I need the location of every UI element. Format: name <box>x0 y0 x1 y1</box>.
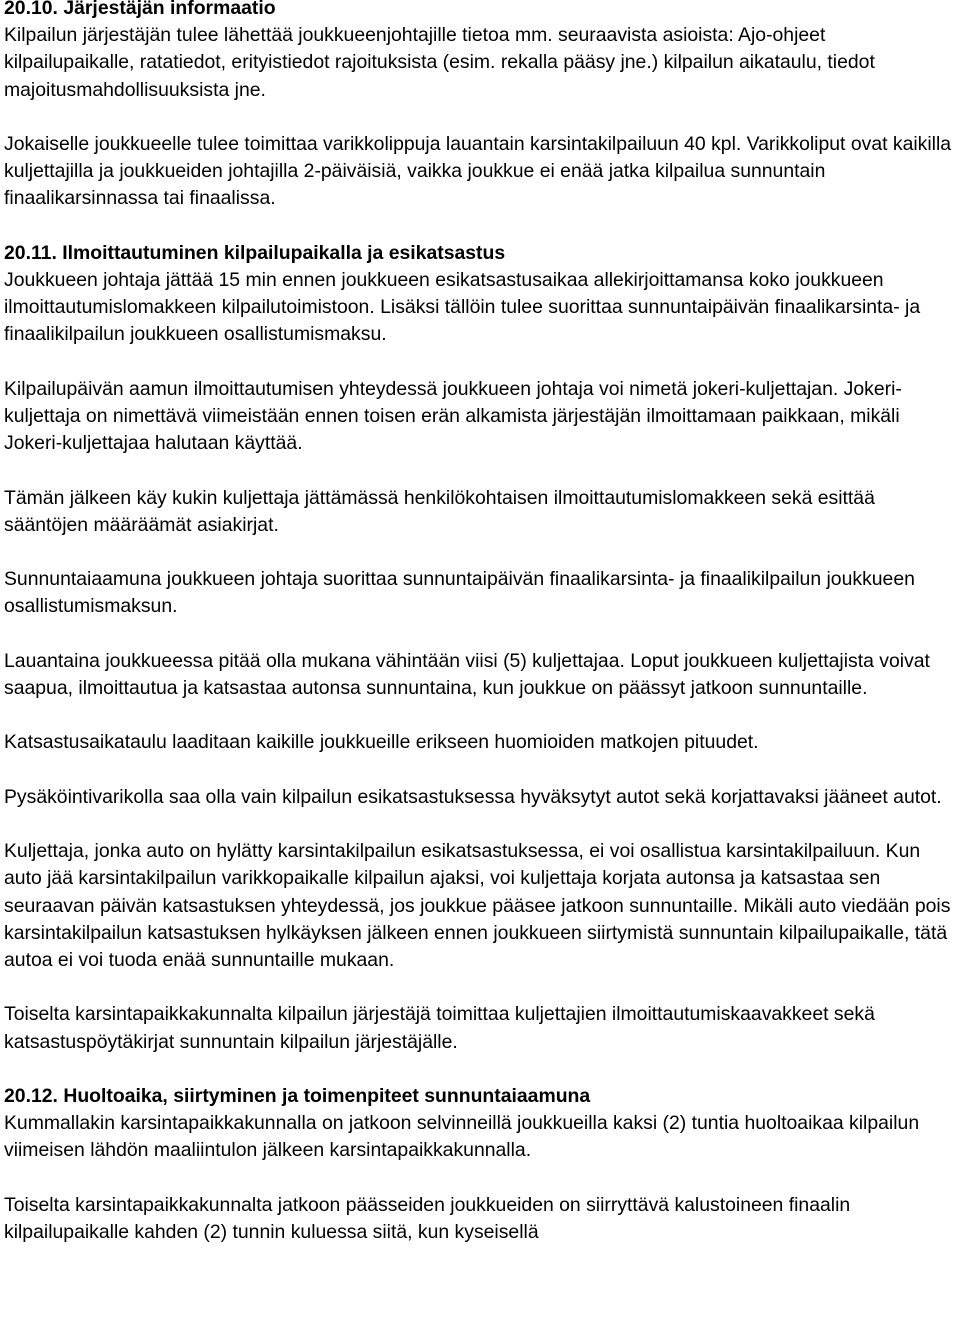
section-number: 20.12. <box>4 1084 58 1107</box>
paragraph: Pysäköintivarikolla saa olla vain kilpailun esikatsastuksessa hyväksytyt autot sekä korjattavaksi jääneet autot. <box>4 785 942 808</box>
paragraph: Katsastusaikataulu laaditaan kaikille joukkueille erikseen huomioiden matkojen pituudet. <box>4 731 759 754</box>
paragraph: Kummallakin karsintapaikkakunnalla on jatkoon selvinneillä joukkueilla kaksi (2) tuntia huoltoaikaa kilpailun viimeisen lähdön maaliintulon jälkeen karsintapaikkakunnalla. <box>4 1112 920 1162</box>
section-heading <box>4 0 960 22</box>
paragraph: Kilpailun järjestäjän tulee lähettää joukkueenjohtajille tietoa mm. seuraavista asioista: Ajo-ohjeet kilpailupaikalle, ratatiedot, erityistiedot rajoituksista (esim. rekalla pääsy jne.) kilpailun aikataulu, tiedot majoitusmahdollisuuksista jne. <box>4 24 875 101</box>
section-title: Järjestäjän informaatio <box>63 0 276 19</box>
section-title: Huoltoaika, siirtyminen ja toimenpiteet sunnuntaiaamuna <box>63 1084 591 1107</box>
paragraph: Kilpailupäivän aamun ilmoittautumisen yhteydessä joukkueen johtaja voi nimetä jokeri-kuljettajan. Jokeri-kuljettaja on nimettävä viimeistään ennen toisen erän alkamista järjestäjän ilmoittamaan paikkaan, mikäli Jokeri-kuljettajaa halutaan käyttää. <box>4 377 902 455</box>
section-heading <box>4 240 960 267</box>
paragraph: Lauantaina joukkueessa pitää olla mukana vähintään viisi (5) kuljettajaa. Loput joukkueen kuljettajista voivat saapua, ilmoittautua ja katsastaa autonsa sunnuntaina, kun joukkue on päässyt jatkoon sunnuntaille. <box>4 649 930 699</box>
document-page <box>4 0 960 1246</box>
paragraph: Sunnuntaiaamuna joukkueen johtaja suorittaa sunnuntaipäivän finaalikarsinta- ja finaalikilpailun joukkueen osallistumismaksun. <box>4 568 915 618</box>
section-20-11 <box>4 240 960 1056</box>
paragraph: Kuljettaja, jonka auto on hylätty karsintakilpailun esikatsastuksessa, ei voi osallistua karsintakilpailuun. Kun auto jää karsintakilpailun varikkopaikalle kilpailun ajaksi, voi kuljettaja korjata autonsa ja katsastaa sen seuraavan päivän katsastuksen yhteydessä, jos joukkue pääsee jatkoon sunnuntaille. Mikäli auto viedään pois karsintakilpailun katsastuksen hylkäyksen jälkeen ennen joukkueen siirtymistä sunnuntain kilpailupaikalle, tätä autoa ei voi tuoda enää sunnuntaille mukaan. <box>4 840 951 971</box>
section-20-12 <box>4 1083 960 1246</box>
paragraph: Joukkueen johtaja jättää 15 min ennen joukkueen esikatsastusaikaa allekirjoittamansa koko joukkueen ilmoittautumislomakkeen kilpailutoimistoon. Lisäksi tällöin tulee suorittaa sunnuntaipäivän finaalikarsinta- ja finaalikilpailun joukkueen osallistumismaksu. <box>4 269 921 346</box>
paragraph: Toiselta karsintapaikkakunnalta jatkoon päässeiden joukkueiden on siirryttävä kalustoineen finaalin kilpailupaikalle kahden (2) tunnin kuluessa siitä, kun kyseisellä <box>4 1193 851 1243</box>
paragraph: Toiselta karsintapaikkakunnalta kilpailun järjestäjä toimittaa kuljettajien ilmoittautumiskaavakkeet sekä katsastuspöytäkirjat sunnuntain kilpailun järjestäjälle. <box>4 1003 875 1053</box>
section-heading <box>4 1083 960 1110</box>
section-number: 20.10. <box>4 0 58 19</box>
section-number: 20.11. <box>4 241 57 264</box>
section-20-10 <box>4 0 960 213</box>
paragraph: Jokaiselle joukkueelle tulee toimittaa varikkolippuja lauantain karsintakilpailuun 40 kpl. Varikkoliput ovat kaikilla kuljettajilla ja joukkueiden johtajilla 2-päiväisiä, vaikka joukkue ei enää jatka kilpailua sunnuntain finaalikarsinnassa tai finaalissa. <box>4 133 952 210</box>
paragraph: Tämän jälkeen käy kukin kuljettaja jättämässä henkilökohtaisen ilmoittautumislomakkeen sekä esittää sääntöjen määräämät asiakirjat. <box>4 486 875 536</box>
section-title: Ilmoittautuminen kilpailupaikalla ja esikatsastus <box>62 241 506 264</box>
